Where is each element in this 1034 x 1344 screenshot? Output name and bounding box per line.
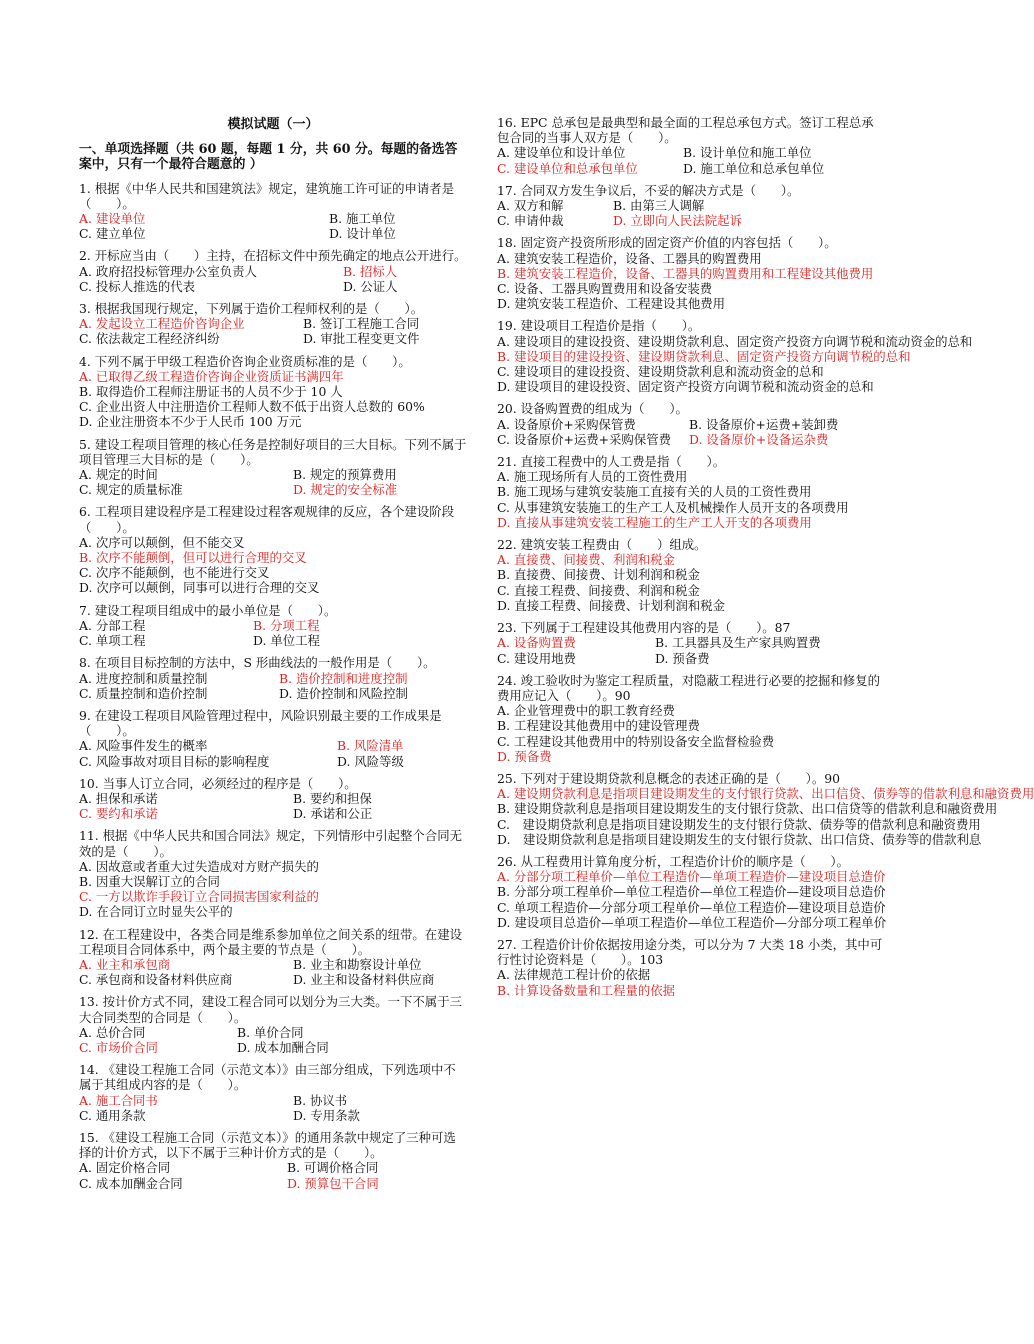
option-row — [497, 734, 885, 749]
question-18 — [497, 235, 885, 311]
option-d: D. 设备原价+设备运杂费 — [689, 431, 829, 447]
option-row — [497, 484, 885, 499]
option-row — [497, 251, 885, 266]
option-a: A. 规定的时间 — [79, 467, 158, 483]
question-7 — [79, 603, 467, 649]
option-row — [79, 806, 467, 821]
option-b: B. 风险清单 — [337, 738, 404, 754]
question-8 — [79, 655, 467, 701]
option-row — [79, 754, 467, 769]
left-column — [79, 115, 467, 1198]
question-14 — [79, 1062, 467, 1123]
option-a: A. 固定价格合同 — [79, 1160, 171, 1176]
question-19 — [497, 318, 973, 395]
option-b: B. 建设项目的建设投资、建设期贷款利息、固定资产投资方向调节税的总和 — [497, 348, 911, 364]
question-stem: 10. 当事人订立合同，必须经过的程序是（ ）。 — [79, 775, 357, 791]
option-c: C. 成本加酬金合同 — [79, 1175, 183, 1191]
option-c: C. 申请仲裁 — [497, 213, 564, 229]
option-row — [497, 816, 981, 832]
option-row — [79, 369, 467, 384]
question-stem: 1. 根据《中华人民共和国建筑法》规定，建筑施工许可证的申请者是（ ）。 — [79, 180, 455, 211]
option-row — [79, 331, 467, 346]
option-a: A. 担保和承诺 — [79, 790, 158, 806]
option-d: D. 设计单位 — [329, 226, 396, 242]
option-row — [79, 384, 467, 399]
question-stem: 7. 建设工程项目组成中的最小单位是（ ）。 — [79, 602, 337, 618]
option-d: D. 审批工程变更文件 — [303, 331, 420, 347]
option-c: C. 要约和承诺 — [79, 806, 158, 822]
question-stem: 16. EPC 总承包是最典型和最全面的工程总承包方式。签订工程总承包合同的当事人双方是（ ）。 — [497, 115, 874, 146]
option-c: C. 建设期贷款利息是指项目建设期发生的支付银行贷款、债券等的借款利息和融资费用 — [497, 816, 981, 832]
option-row — [497, 213, 885, 228]
option-d: D. 在合同订立时显失公平的 — [79, 904, 233, 920]
option-a: A. 总价合同 — [79, 1024, 146, 1040]
option-row — [79, 972, 467, 987]
question-27 — [497, 937, 885, 998]
option-row — [497, 831, 982, 847]
option-row — [497, 500, 885, 515]
right-column — [497, 115, 1034, 1005]
question-26 — [497, 854, 885, 930]
option-c: C. 建设单位和总承包单位 — [497, 160, 638, 176]
option-row — [497, 281, 885, 296]
question-stem: 17. 合同双方发生争议后，不妥的解决方式是（ ）。 — [497, 182, 800, 198]
option-row — [79, 399, 467, 414]
option-b: B. 业主和勘察设计单位 — [293, 956, 422, 972]
option-b: B. 要约和担保 — [293, 790, 372, 806]
option-row — [497, 703, 885, 718]
option-a: A. 施工合同书 — [79, 1092, 158, 1108]
question-stem: 6. 工程项目建设程序是工程建设过程客观规律的反应，各个建设阶段（ ）。 — [79, 504, 455, 535]
option-a: A. 建设期贷款利息是指项目建设期发生的支付银行贷款、出口信贷、债券等的借款利息和融资费用 — [497, 786, 1034, 802]
option-row — [79, 874, 467, 889]
question-21 — [497, 454, 885, 530]
option-b: B. 规定的预算费用 — [293, 467, 397, 483]
question-24 — [497, 673, 885, 764]
option-c: C. 建设用地费 — [497, 650, 576, 666]
option-row — [79, 738, 467, 753]
option-c: C. 通用条款 — [79, 1107, 146, 1123]
option-row — [79, 1176, 467, 1191]
option-c: C. 建设项目的建设投资、建设期贷款利息和流动资金的总和 — [497, 364, 824, 380]
option-c: C. 从事建筑安装施工的生产工人及机械操作人员开支的各项费用 — [497, 499, 849, 515]
question-22 — [497, 537, 885, 613]
option-d: D. 建设项目的建设投资、固定资产投资方向调节税和流动资金的总和 — [497, 379, 874, 395]
option-a: A. 已取得乙级工程造价咨询企业资质证书满四年 — [79, 368, 344, 384]
option-d: D. 施工单位和总承包单位 — [683, 160, 825, 176]
question-stem: 24. 竣工验收时为鉴定工程质量，对隐蔽工程进行必要的挖掘和修复的费用应记入（ ）。90 — [497, 672, 880, 703]
option-b: B. 建设期贷款利息是指项目建设期发生的支付银行贷款、出口信贷等的借款利息和融资费用 — [497, 801, 998, 817]
option-c: C. 设备、工器具购置费用和设备安装费 — [497, 281, 713, 297]
option-a: A. 设备购置费 — [497, 635, 576, 651]
option-b: B. 取得造价工程师注册证书的人员不少于 10 人 — [79, 384, 343, 400]
option-d: D. 业主和设备材料供应商 — [293, 972, 435, 988]
option-row — [79, 264, 467, 279]
question-stem: 25. 下列对于建设期贷款利息概念的表述正确的是（ ）。90 — [497, 770, 840, 786]
question-stem: 2. 开标应当由（ ）主持，在招标文件中预先确定的地点公开进行。 — [79, 248, 467, 264]
question-stem: 19. 建设项目工程造价是指（ ）。 — [497, 318, 701, 334]
option-c: C. 单项工程造价—分部分项工程单价—单位工程造价—建设项目总造价 — [497, 899, 886, 915]
option-a: A. 业主和承包商 — [79, 956, 171, 972]
option-row — [497, 469, 885, 484]
question-2 — [79, 248, 467, 294]
option-a: A. 次序可以颠倒，但不能交叉 — [79, 534, 245, 550]
option-row — [79, 957, 467, 972]
right-question-list — [497, 115, 1034, 998]
option-row — [79, 1040, 467, 1055]
option-row — [79, 889, 467, 904]
option-row — [79, 414, 467, 429]
question-25 — [497, 770, 1034, 847]
option-b: B. 由第三人调解 — [613, 198, 705, 214]
option-row — [79, 565, 467, 580]
option-row — [79, 550, 467, 565]
option-row — [79, 633, 467, 648]
option-c: C. 工程建设其他费用中的特别设备安全监督检验费 — [497, 733, 775, 749]
question-stem: 14. 《建设工程施工合同（示范文本）》由三部分组成，下列选项中不属于其组成内容的是（ ）。 — [79, 1062, 456, 1093]
question-13 — [79, 994, 467, 1055]
option-row — [79, 671, 467, 686]
option-row — [79, 1160, 467, 1175]
option-a: A. 分部工程 — [79, 617, 146, 633]
option-c: C. 直接工程费、间接费、利润和税金 — [497, 582, 700, 598]
option-c: C. 市场价合同 — [79, 1039, 158, 1055]
option-row — [79, 904, 467, 919]
option-d: D. 规定的安全标准 — [293, 482, 398, 498]
question-stem: 20. 设备购置费的组成为（ ）。 — [497, 401, 688, 417]
option-row — [497, 348, 911, 364]
option-row — [497, 417, 885, 432]
option-b: B. 施工现场与建筑安装施工直接有关的人员的工资性费用 — [497, 484, 812, 500]
option-d: D. 预备费 — [655, 650, 710, 666]
option-row — [497, 983, 885, 998]
option-a: A. 双方和解 — [497, 198, 564, 214]
option-b: B. 次序不能颠倒，但可以进行合理的交叉 — [79, 550, 307, 566]
option-b: B. 分部分项工程单价—单位工程造价—单位工程造价—建设项目总造价 — [497, 884, 886, 900]
option-b: B. 因重大误解订立的合同 — [79, 873, 220, 889]
option-d: D. 预备费 — [497, 748, 552, 764]
question-stem: 18. 固定资产投资所形成的固定资产价值的内容包括（ ）。 — [497, 235, 837, 251]
option-a: A. 建设单位和设计单位 — [497, 145, 626, 161]
option-c: C. 质量控制和造价控制 — [79, 685, 208, 701]
option-row — [79, 1108, 467, 1123]
option-d: D. 直接从事建筑安装工程施工的生产工人开支的各项费用 — [497, 514, 812, 530]
question-6 — [79, 504, 467, 595]
option-row — [79, 535, 467, 550]
option-row — [497, 296, 885, 311]
option-b: B. 签订工程施工合同 — [303, 316, 420, 332]
option-row — [497, 884, 885, 899]
option-row — [497, 598, 885, 613]
option-row — [497, 379, 885, 394]
option-row — [79, 316, 467, 331]
question-stem: 22. 建筑安装工程费由（ ）组成。 — [497, 537, 707, 553]
option-row — [497, 432, 885, 447]
option-row — [497, 552, 885, 567]
option-b: B. 单价合同 — [237, 1024, 304, 1040]
option-b: B. 造价控制和进度控制 — [279, 670, 408, 686]
question-stem: 8. 在项目目标控制的方法中，S 形曲线法的一般作用是（ ）。 — [79, 655, 436, 671]
option-row — [497, 967, 885, 982]
option-a: A. 风险事件发生的概率 — [79, 738, 208, 754]
question-15 — [79, 1130, 467, 1191]
option-c: C. 风险事故对项目目标的影响程度 — [79, 753, 270, 769]
option-b: B. 可调价格合同 — [287, 1160, 379, 1176]
section-heading: 一、单项选择题（共 60 题，每题 1 分，共 60 分。每题的备选答案中，只有一个最符合题意的 ） — [79, 142, 458, 173]
option-row — [497, 801, 998, 817]
option-row — [497, 718, 885, 733]
question-9 — [79, 708, 467, 769]
option-b: B. 建筑安装工程造价，设备、工器具的购置费用和工程建设其他费用 — [497, 265, 874, 281]
option-d: D. 企业注册资本不少于人民币 100 万元 — [79, 414, 302, 430]
question-16 — [497, 115, 885, 176]
option-c: C. 单项工程 — [79, 633, 146, 649]
option-row — [79, 618, 467, 633]
option-d: D. 成本加酬合同 — [237, 1039, 329, 1055]
option-row — [79, 482, 467, 497]
left-question-list — [79, 181, 467, 1191]
option-row — [79, 686, 467, 701]
option-row — [497, 900, 885, 915]
option-b: B. 直接费、间接费、计划利润和税金 — [497, 567, 700, 583]
option-a: A. 政府招投标管理办公室负责人 — [79, 263, 257, 279]
option-d: D. 建设期贷款利息是指项目建设期发生的支付银行贷款、出口信贷、债券等的借款利息 — [497, 831, 982, 847]
option-row — [497, 266, 885, 281]
option-d: D. 单位工程 — [253, 633, 320, 649]
option-row — [79, 279, 467, 294]
page-title: 模拟试题（一） — [227, 117, 319, 132]
option-row — [79, 580, 467, 595]
question-3 — [79, 301, 467, 347]
option-a: A. 建筑安装工程造价，设备、工器具的购置费用 — [497, 250, 762, 266]
option-row — [79, 211, 467, 226]
question-23 — [497, 620, 885, 666]
option-row — [497, 915, 885, 930]
option-row — [497, 364, 885, 379]
option-row — [79, 1093, 467, 1108]
option-b: B. 招标人 — [343, 263, 398, 279]
question-stem: 26. 从工程费用计算角度分析，工程造价计价的顺序是（ ）。 — [497, 853, 849, 869]
option-row — [497, 161, 885, 176]
question-stem: 11. 根据《中华人民共和国合同法》规定，下列情形中引起整个合同无效的是（ ）。 — [79, 828, 462, 859]
question-stem: 9. 在建设工程项目风险管理过程中，风险识别最主要的工作成果是（ ）。 — [79, 707, 442, 739]
question-stem: 21. 直接工程费中的人工费是指（ ）。 — [497, 454, 726, 470]
option-row — [79, 791, 467, 806]
question-stem: 13. 按计价方式不同，建设工程合同可以划分为三大类。一下不属于三大合同类型的合同是（ ）。 — [79, 994, 462, 1025]
question-4 — [79, 354, 467, 430]
option-a: A. 进度控制和质量控制 — [79, 670, 208, 686]
question-5 — [79, 437, 467, 498]
option-row — [79, 1025, 467, 1040]
option-row — [79, 467, 467, 482]
option-b: B. 施工单位 — [329, 211, 396, 227]
option-c: C. 建立单位 — [79, 226, 146, 242]
option-row — [497, 567, 885, 582]
question-stem: 12. 在工程建设中，各类合同是维系参加单位之间关系的纽带。在建设工程项目合同体系中，两个最主要的节点是（ ）。 — [79, 926, 462, 957]
option-a: A. 建设项目的建设投资、建设期贷款利息、固定资产投资方向调节税和流动资金的总和 — [497, 333, 973, 349]
option-d: D. 造价控制和风险控制 — [279, 685, 408, 701]
option-c: C. 承包商和设备材料供应商 — [79, 972, 233, 988]
option-a: A. 直接费、间接费、利润和税金 — [497, 552, 675, 568]
option-c: C. 设备原价+运费+采购保管费 — [497, 431, 671, 447]
question-stem: 27. 工程造价计价依据按用途分类，可以分为 7 大类 18 小类，其中可行性讨论资料是（ ）。103 — [497, 936, 883, 968]
option-row — [497, 333, 973, 349]
option-b: B. 工程建设其他费用中的建设管理费 — [497, 718, 700, 734]
question-stem: 23. 下列属于工程建设其他费用内容的是（ ）。87 — [497, 620, 791, 636]
option-a: A. 企业管理费中的职工教育经费 — [497, 703, 675, 719]
option-d: D. 立即向人民法院起诉 — [613, 213, 742, 229]
question-stem: 15. 《建设工程施工合同（示范文本）》的通用条款中规定了三种可选择的计价方式，以下不属于三种计价方式的是（ ）。 — [79, 1129, 456, 1161]
option-row — [79, 859, 467, 874]
option-b: B. 协议书 — [293, 1092, 348, 1108]
question-stem: 3. 根据我国现行规定，下列属于造价工程师权利的是（ ）。 — [79, 301, 424, 317]
option-d: D. 专用条款 — [293, 1107, 360, 1123]
option-b: B. 分项工程 — [253, 617, 320, 633]
option-c: C. 一方以欺诈手段订立合同损害国家利益的 — [79, 889, 319, 905]
option-row — [497, 145, 885, 160]
option-d: D. 承诺和公正 — [293, 806, 373, 822]
option-c: C. 规定的质量标准 — [79, 482, 183, 498]
option-row — [497, 583, 885, 598]
option-d: D. 公证人 — [343, 278, 398, 294]
question-stem: 4. 下列不属于甲级工程造价咨询企业资质标准的是（ ）。 — [79, 353, 411, 369]
option-c: C. 依法裁定工程经济纠纷 — [79, 331, 220, 347]
option-row — [497, 749, 885, 764]
option-a: A. 建设单位 — [79, 211, 146, 227]
option-row — [497, 515, 885, 530]
option-a: A. 法律规范工程计价的依据 — [497, 967, 651, 983]
option-b: B. 设备原价+运费+装卸费 — [689, 416, 839, 432]
option-row — [79, 226, 467, 241]
option-d: D. 建设项目总造价—单项工程造价—单位工程造价—分部分项工程单价 — [497, 914, 887, 930]
option-a: A. 发起设立工程造价咨询企业 — [79, 316, 245, 332]
option-a: A. 设备原价+采购保管费 — [497, 416, 636, 432]
option-a: A. 施工现场所有人员的工资性费用 — [497, 469, 688, 485]
question-20 — [497, 401, 885, 447]
option-d: D. 预算包干合同 — [287, 1175, 379, 1191]
question-1 — [79, 181, 467, 242]
option-a: A. 因故意或者重大过失造成对方财产损失的 — [79, 858, 319, 874]
option-b: B. 工具器具及生产家具购置费 — [655, 635, 821, 651]
question-17 — [497, 183, 885, 229]
question-12 — [79, 927, 467, 988]
option-row — [497, 651, 885, 666]
option-row — [497, 198, 885, 213]
question-stem: 5. 建设工程项目管理的核心任务是控制好项目的三大目标。下列不属于项目管理三大目标的是（ ）。 — [79, 436, 467, 467]
option-b: B. 设计单位和施工单位 — [683, 145, 812, 161]
option-d: D. 直接工程费、间接费、计划利润和税金 — [497, 597, 726, 613]
option-c: C. 次序不能颠倒，也不能进行交叉 — [79, 565, 270, 581]
option-d: D. 次序可以颠倒，同事可以进行合理的交叉 — [79, 580, 320, 596]
option-c: C. 企业出资人中注册造价工程师人数不低于出资人总数的 60% — [79, 399, 425, 415]
question-10 — [79, 776, 467, 822]
option-row — [497, 635, 885, 650]
option-c: C. 投标人推选的代表 — [79, 278, 196, 294]
question-11 — [79, 828, 467, 919]
option-a: A. 分部分项工程单价—单位工程造价—单项工程造价—建设项目总造价 — [497, 869, 886, 885]
option-row — [497, 869, 885, 884]
option-d: D. 风险等级 — [337, 753, 404, 769]
option-b: B. 计算设备数量和工程量的依据 — [497, 982, 676, 998]
option-d: D. 建筑安装工程造价、工程建设其他费用 — [497, 296, 726, 312]
option-row — [497, 786, 1034, 802]
